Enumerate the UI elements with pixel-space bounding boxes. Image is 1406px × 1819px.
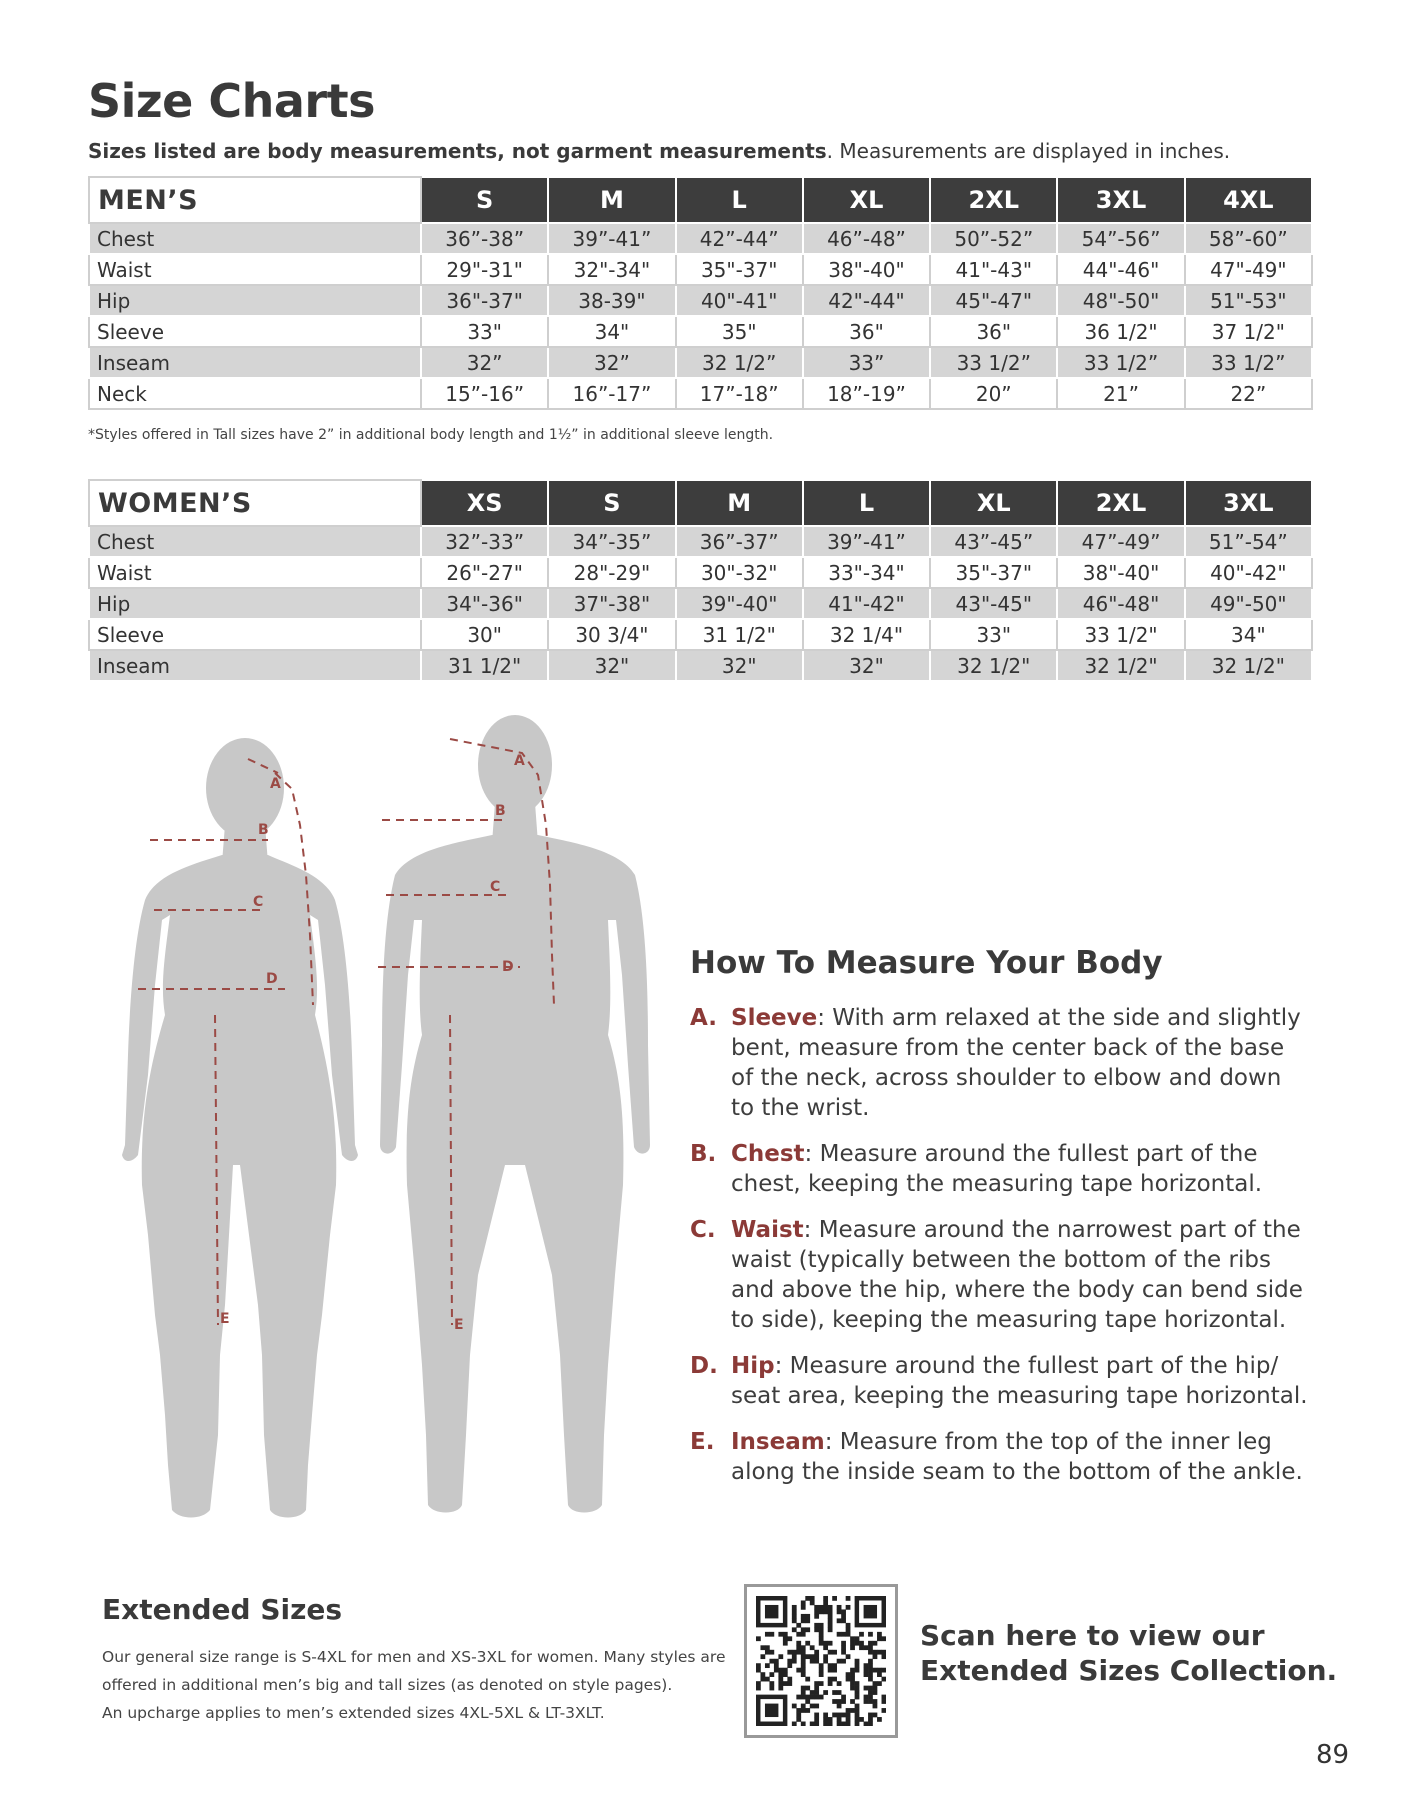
table-cell: 33 1/2" bbox=[1057, 619, 1184, 650]
table-cell: 34”-35” bbox=[548, 526, 675, 557]
table-cell: 39"-40" bbox=[676, 588, 803, 619]
womens-size-table bbox=[88, 479, 1313, 682]
subtitle-rest: . Measurements are displayed in inches. bbox=[826, 139, 1231, 163]
table-cell: 30 3/4" bbox=[548, 619, 675, 650]
womens-size-header: XL bbox=[930, 480, 1057, 526]
table-cell: 48"-50" bbox=[1057, 285, 1184, 316]
qr-code[interactable] bbox=[744, 1584, 898, 1738]
measure-item-sleeve bbox=[690, 1003, 1310, 1123]
row-label: Sleeve bbox=[89, 316, 421, 347]
mens-table-label: MEN’S bbox=[89, 177, 421, 223]
item-term: Hip bbox=[731, 1353, 775, 1379]
page-title: Size Charts bbox=[88, 74, 375, 128]
extended-sizes-title: Extended Sizes bbox=[102, 1593, 343, 1626]
table-cell: 32 1/2" bbox=[930, 650, 1057, 681]
table-cell: 49"-50" bbox=[1185, 588, 1312, 619]
table-cell: 33 1/2” bbox=[1057, 347, 1184, 378]
table-cell: 18”-19” bbox=[803, 378, 930, 409]
table-cell: 40"-42" bbox=[1185, 557, 1312, 588]
table-cell: 37"-38" bbox=[548, 588, 675, 619]
table-cell: 33 1/2” bbox=[1185, 347, 1312, 378]
table-cell: 51"-53" bbox=[1185, 285, 1312, 316]
table-cell: 47"-49" bbox=[1185, 254, 1312, 285]
table-cell: 42"-44" bbox=[803, 285, 930, 316]
page-number: 89 bbox=[1316, 1740, 1350, 1770]
table-cell: 51”-54” bbox=[1185, 526, 1312, 557]
table-cell: 40"-41" bbox=[676, 285, 803, 316]
marker-b-female: B bbox=[258, 822, 269, 838]
table-cell: 16”-17” bbox=[548, 378, 675, 409]
scan-line: Scan here to view our bbox=[920, 1619, 1265, 1652]
table-cell: 32 1/4" bbox=[803, 619, 930, 650]
marker-d-female: D bbox=[266, 971, 278, 987]
subtitle-bold: Sizes listed are body measurements, not garment measurements bbox=[88, 139, 827, 163]
table-cell: 32” bbox=[548, 347, 675, 378]
table-cell: 37 1/2" bbox=[1185, 316, 1312, 347]
womens-size-header: L bbox=[803, 480, 930, 526]
table-cell: 28"-29" bbox=[548, 557, 675, 588]
scan-callout bbox=[920, 1618, 1337, 1688]
female-figure bbox=[122, 738, 358, 1518]
item-letter: D. bbox=[690, 1353, 718, 1379]
measure-item-waist bbox=[690, 1215, 1310, 1335]
item-text: : Measure around the fullest part of the chest, keeping the measuring tape horizontal. bbox=[731, 1141, 1263, 1197]
womens-size-header: S bbox=[548, 480, 675, 526]
mens-header-row bbox=[89, 177, 1312, 223]
table-cell: 45"-47" bbox=[930, 285, 1057, 316]
table-row bbox=[89, 378, 1312, 409]
row-label: Waist bbox=[89, 254, 421, 285]
table-cell: 54”-56” bbox=[1057, 223, 1184, 254]
table-row bbox=[89, 347, 1312, 378]
item-text: : Measure around the fullest part of the hip/ seat area, keeping the measuring tape horizontal. bbox=[731, 1353, 1308, 1409]
qr-code-icon bbox=[756, 1596, 886, 1726]
table-cell: 46”-48” bbox=[803, 223, 930, 254]
mens-size-table bbox=[88, 176, 1313, 410]
table-cell: 20” bbox=[930, 378, 1057, 409]
table-cell: 41"-42" bbox=[803, 588, 930, 619]
extended-sizes-text bbox=[102, 1643, 726, 1727]
item-letter: B. bbox=[690, 1141, 717, 1167]
table-cell: 32”-33” bbox=[421, 526, 548, 557]
table-row bbox=[89, 557, 1312, 588]
table-cell: 35"-37" bbox=[676, 254, 803, 285]
table-cell: 26"-27" bbox=[421, 557, 548, 588]
marker-a-male: A bbox=[514, 753, 525, 769]
table-row bbox=[89, 223, 1312, 254]
row-label: Sleeve bbox=[89, 619, 421, 650]
measure-item-chest bbox=[690, 1139, 1310, 1199]
mens-size-header: 3XL bbox=[1057, 177, 1184, 223]
table-cell: 34" bbox=[1185, 619, 1312, 650]
item-term: Sleeve bbox=[731, 1005, 818, 1031]
row-label: Chest bbox=[89, 526, 421, 557]
table-cell: 38"-40" bbox=[803, 254, 930, 285]
row-label: Chest bbox=[89, 223, 421, 254]
table-row bbox=[89, 316, 1312, 347]
table-cell: 43"-45" bbox=[930, 588, 1057, 619]
table-cell: 31 1/2" bbox=[676, 619, 803, 650]
marker-c-male: C bbox=[490, 879, 501, 895]
marker-e-female: E bbox=[220, 1311, 230, 1327]
item-term: Waist bbox=[731, 1217, 804, 1243]
marker-a-female: A bbox=[270, 776, 281, 792]
table-cell: 30"-32" bbox=[676, 557, 803, 588]
table-cell: 58”-60” bbox=[1185, 223, 1312, 254]
marker-e-male: E bbox=[454, 1317, 464, 1333]
item-text: : Measure around the narrowest part of the waist (typically between the bottom of the ribs and above the hip, where the body can bend side to side), keeping the measuring tape horizontal. bbox=[731, 1217, 1303, 1333]
table-cell: 36”-37” bbox=[676, 526, 803, 557]
how-to-measure-list bbox=[690, 1003, 1310, 1503]
row-label: Neck bbox=[89, 378, 421, 409]
male-figure bbox=[380, 715, 650, 1513]
item-term: Chest bbox=[731, 1141, 805, 1167]
table-cell: 42”-44” bbox=[676, 223, 803, 254]
table-cell: 33 1/2” bbox=[930, 347, 1057, 378]
item-term: Inseam bbox=[731, 1429, 825, 1455]
table-cell: 32" bbox=[548, 650, 675, 681]
table-cell: 22” bbox=[1185, 378, 1312, 409]
womens-size-header: 3XL bbox=[1185, 480, 1312, 526]
table-cell: 32 1/2" bbox=[1057, 650, 1184, 681]
table-cell: 33" bbox=[421, 316, 548, 347]
table-cell: 36”-38” bbox=[421, 223, 548, 254]
mens-size-header: L bbox=[676, 177, 803, 223]
table-cell: 46"-48" bbox=[1057, 588, 1184, 619]
item-letter: A. bbox=[690, 1005, 717, 1031]
table-cell: 21” bbox=[1057, 378, 1184, 409]
table-cell: 43”-45” bbox=[930, 526, 1057, 557]
row-label: Inseam bbox=[89, 347, 421, 378]
table-cell: 30" bbox=[421, 619, 548, 650]
womens-size-header: XS bbox=[421, 480, 548, 526]
table-cell: 38-39" bbox=[548, 285, 675, 316]
marker-b-male: B bbox=[495, 803, 506, 819]
table-cell: 36" bbox=[803, 316, 930, 347]
table-row bbox=[89, 254, 1312, 285]
table-cell: 50”-52” bbox=[930, 223, 1057, 254]
extended-line: Our general size range is S-4XL for men and XS-3XL for women. Many styles are bbox=[102, 1648, 726, 1666]
item-text: : With arm relaxed at the side and slightly bent, measure from the center back of the base of the neck, across shoulder to elbow and down to the wrist. bbox=[731, 1005, 1301, 1121]
table-cell: 32"-34" bbox=[548, 254, 675, 285]
table-cell: 31 1/2" bbox=[421, 650, 548, 681]
table-cell: 32” bbox=[421, 347, 548, 378]
mens-size-header: XL bbox=[803, 177, 930, 223]
table-cell: 17”-18” bbox=[676, 378, 803, 409]
item-letter: C. bbox=[690, 1217, 716, 1243]
table-cell: 35" bbox=[676, 316, 803, 347]
how-to-measure-title: How To Measure Your Body bbox=[690, 945, 1163, 981]
row-label: Hip bbox=[89, 285, 421, 316]
womens-header-row bbox=[89, 480, 1312, 526]
table-cell: 15”-16” bbox=[421, 378, 548, 409]
table-cell: 39”-41” bbox=[548, 223, 675, 254]
table-cell: 34"-36" bbox=[421, 588, 548, 619]
table-cell: 32" bbox=[676, 650, 803, 681]
table-row bbox=[89, 285, 1312, 316]
table-cell: 34" bbox=[548, 316, 675, 347]
table-cell: 33” bbox=[803, 347, 930, 378]
mens-size-header: 2XL bbox=[930, 177, 1057, 223]
table-row bbox=[89, 526, 1312, 557]
marker-d-male: D bbox=[502, 959, 514, 975]
table-cell: 47”-49” bbox=[1057, 526, 1184, 557]
table-cell: 33" bbox=[930, 619, 1057, 650]
table-row bbox=[89, 619, 1312, 650]
mens-size-header: S bbox=[421, 177, 548, 223]
measure-item-inseam bbox=[690, 1427, 1310, 1487]
table-row bbox=[89, 588, 1312, 619]
mens-size-header: M bbox=[548, 177, 675, 223]
womens-size-header: 2XL bbox=[1057, 480, 1184, 526]
table-cell: 36"-37" bbox=[421, 285, 548, 316]
table-cell: 39”-41” bbox=[803, 526, 930, 557]
extended-line: An upcharge applies to men’s extended sizes 4XL-5XL & LT-3XLT. bbox=[102, 1704, 605, 1722]
womens-table-label: WOMEN’S bbox=[89, 480, 421, 526]
table-cell: 41"-43" bbox=[930, 254, 1057, 285]
womens-size-header: M bbox=[676, 480, 803, 526]
body-measurement-figures bbox=[110, 715, 670, 1550]
table-cell: 44"-46" bbox=[1057, 254, 1184, 285]
table-cell: 29"-31" bbox=[421, 254, 548, 285]
row-label: Hip bbox=[89, 588, 421, 619]
table-cell: 38"-40" bbox=[1057, 557, 1184, 588]
measure-item-hip bbox=[690, 1351, 1310, 1411]
row-label: Inseam bbox=[89, 650, 421, 681]
item-text: : Measure from the top of the inner leg along the inside seam to the bottom of the ankle. bbox=[731, 1429, 1303, 1485]
extended-line: offered in additional men’s big and tall sizes (as denoted on style pages). bbox=[102, 1676, 673, 1694]
table-cell: 33"-34" bbox=[803, 557, 930, 588]
table-cell: 36" bbox=[930, 316, 1057, 347]
item-letter: E. bbox=[690, 1429, 715, 1455]
scan-line: Extended Sizes Collection. bbox=[920, 1654, 1338, 1687]
table-cell: 32 1/2" bbox=[1185, 650, 1312, 681]
mens-size-header: 4XL bbox=[1185, 177, 1312, 223]
table-row bbox=[89, 650, 1312, 681]
table-cell: 32" bbox=[803, 650, 930, 681]
table-cell: 32 1/2” bbox=[676, 347, 803, 378]
row-label: Waist bbox=[89, 557, 421, 588]
tall-sizes-footnote: *Styles offered in Tall sizes have 2” in additional body length and 1½” in additional sleeve length. bbox=[88, 427, 774, 443]
table-cell: 36 1/2" bbox=[1057, 316, 1184, 347]
table-cell: 35"-37" bbox=[930, 557, 1057, 588]
page-subtitle bbox=[88, 139, 1230, 163]
marker-c-female: C bbox=[253, 894, 264, 910]
